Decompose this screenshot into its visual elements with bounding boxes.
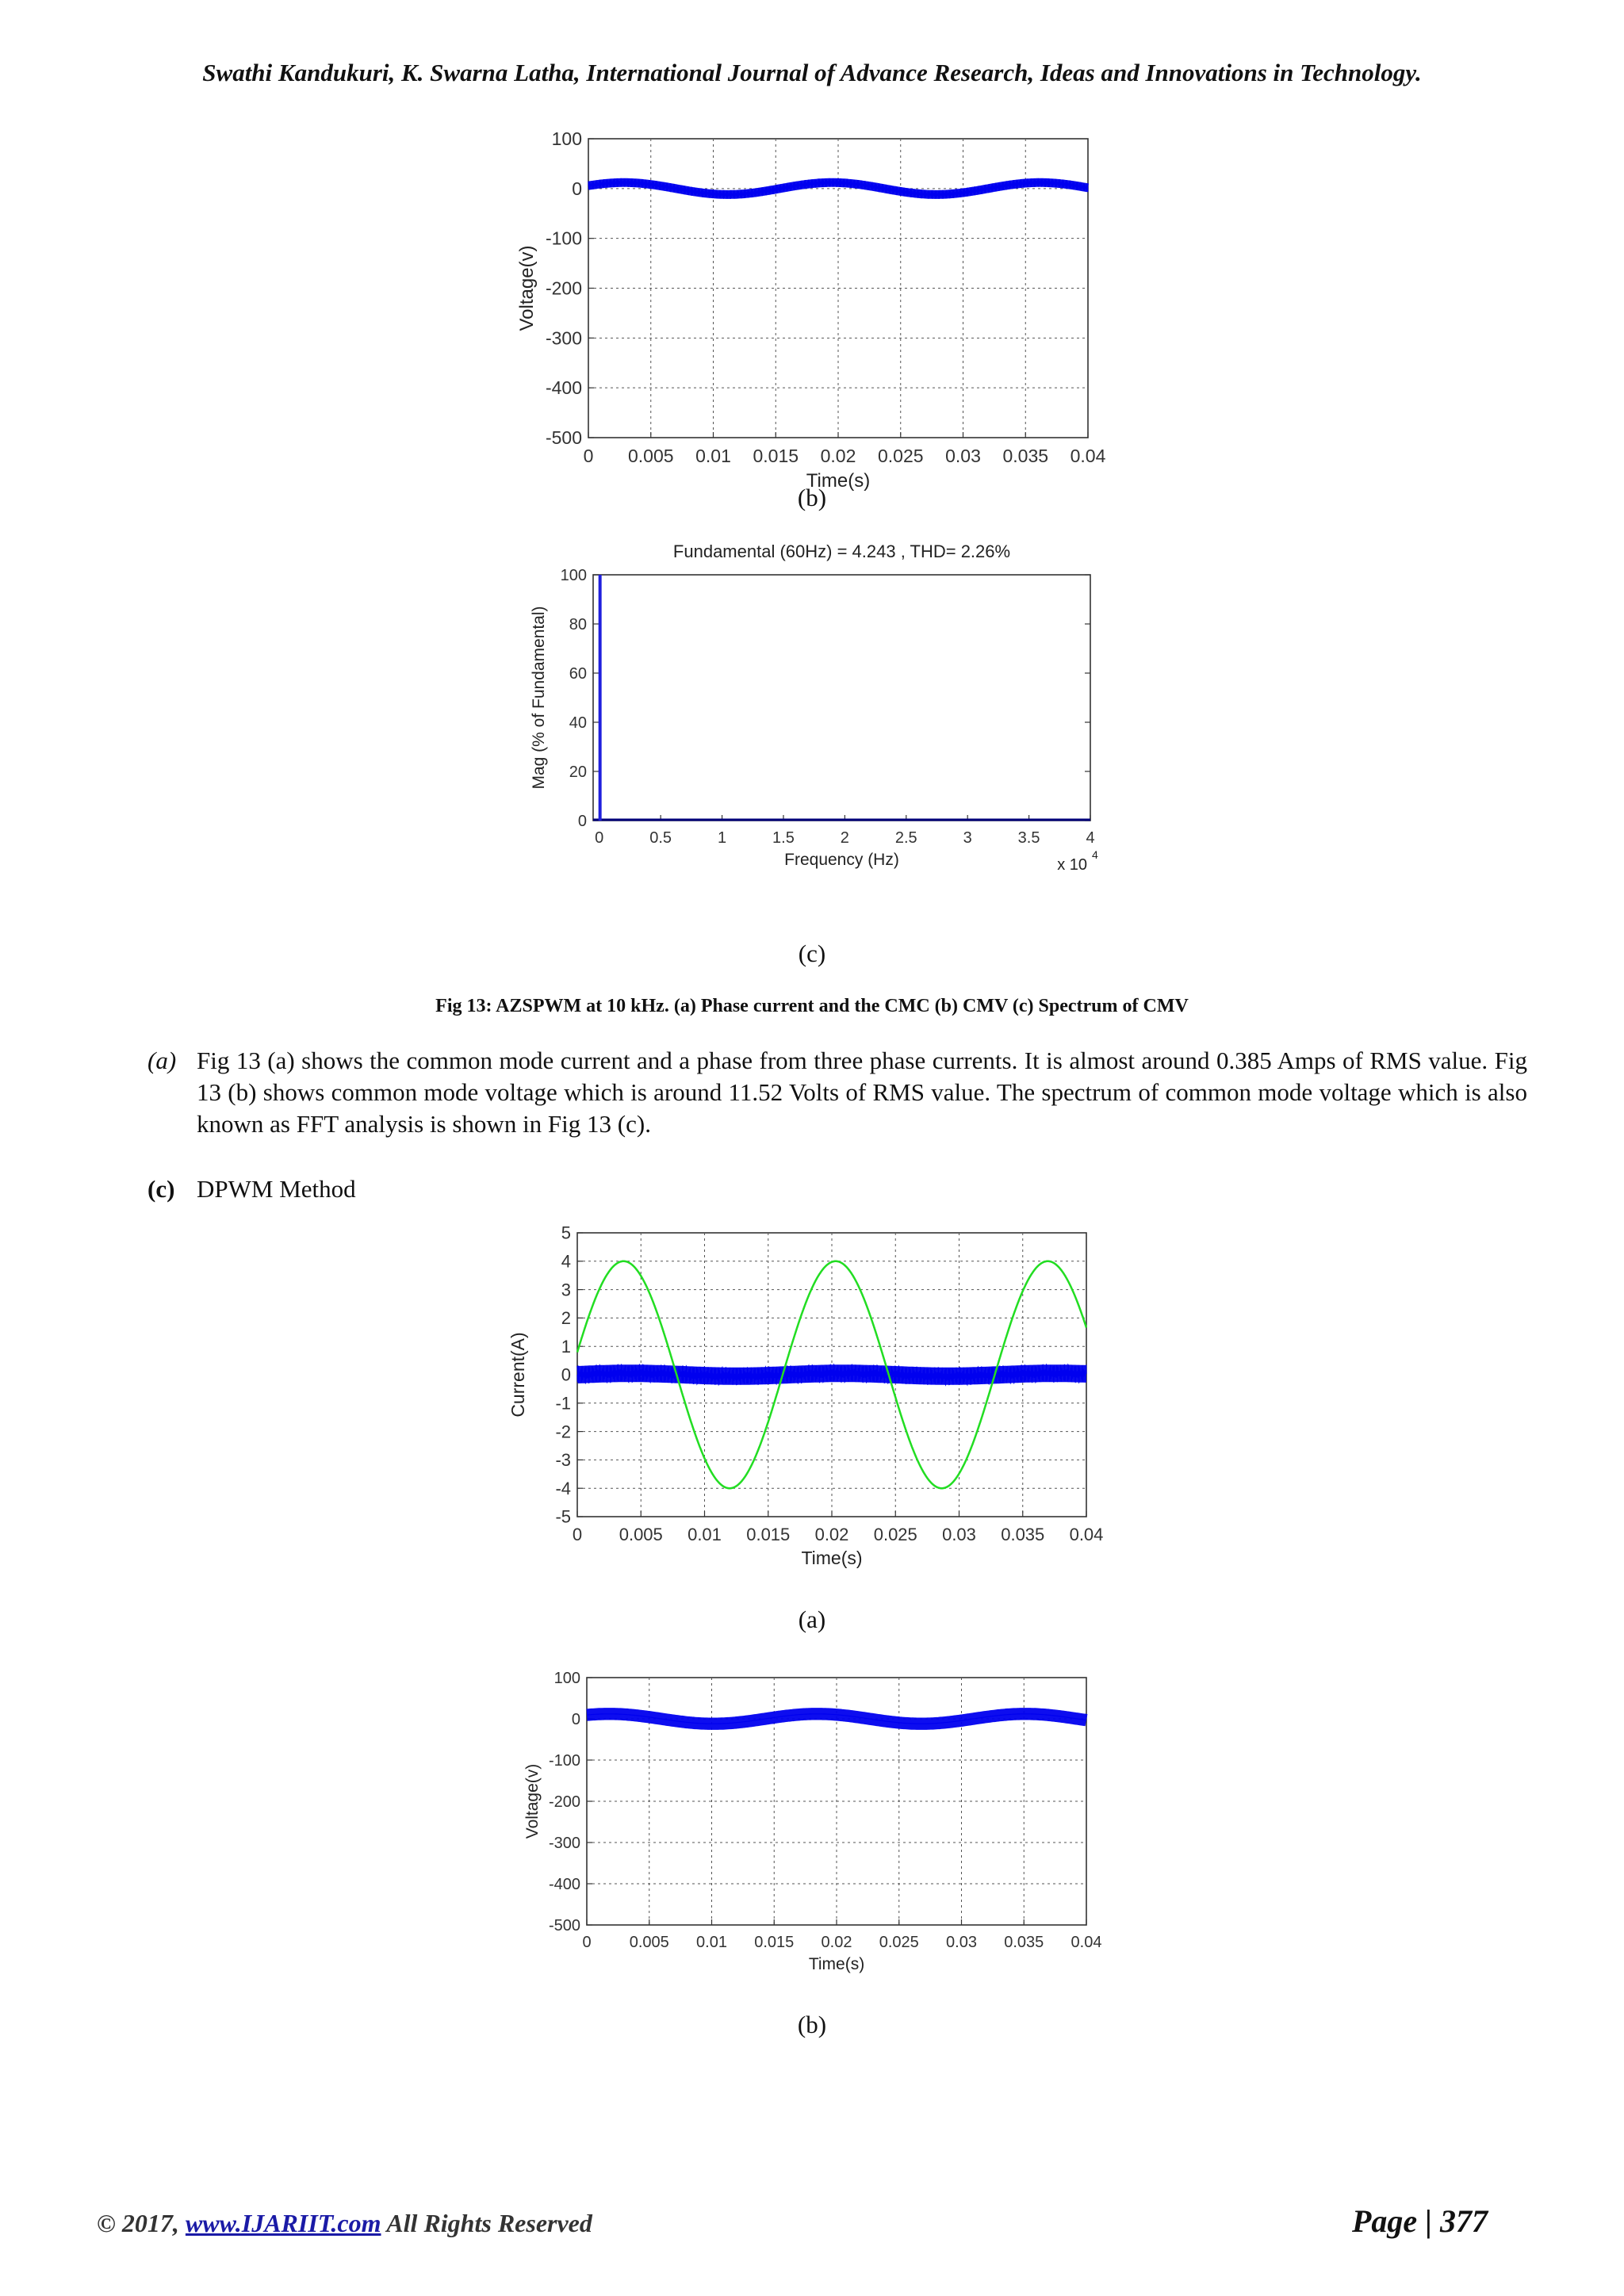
x-axis-label: Frequency (Hz): [784, 851, 899, 869]
section-heading: [147, 1175, 356, 1203]
x-tick-label: 4: [1086, 829, 1095, 847]
y-tick-label: -400: [548, 1876, 580, 1893]
x-tick-label: 0.03: [946, 1934, 977, 1951]
x-tick-label: 0.005: [629, 1934, 669, 1951]
y-tick-label: 3: [561, 1280, 571, 1300]
y-tick-label: -500: [548, 1917, 580, 1934]
x-tick-label: 0.035: [1001, 1525, 1045, 1544]
x-tick-label: 0.015: [754, 1934, 795, 1951]
x-tick-label: 0.01: [696, 1934, 727, 1951]
chart-svg: [520, 1670, 1102, 1988]
cmv-spectrum-chart: [510, 527, 1097, 909]
x-tick-label: 0.025: [877, 446, 924, 466]
x-tick-label: 0.015: [753, 446, 799, 466]
x-tick-label: 0.02: [821, 1934, 852, 1951]
x-tick-label: 0.025: [873, 1525, 917, 1544]
x-tick-label: 0.015: [746, 1525, 791, 1544]
body-paragraph: [147, 1045, 1527, 1140]
y-tick-label: 5: [561, 1223, 571, 1243]
x-tick-label: 0.02: [820, 446, 856, 466]
x-tick-label: 0.01: [695, 446, 731, 466]
y-tick-label: 80: [569, 616, 587, 633]
y-tick-label: 4: [561, 1251, 571, 1272]
x-multiplier-exponent: 4: [1092, 848, 1098, 861]
x-axis-label: Time(s): [808, 1955, 865, 1973]
chart-svg: [507, 1223, 1104, 1568]
x-tick-label: 0: [582, 1934, 592, 1951]
x-axis-label: Time(s): [806, 470, 871, 492]
x-axis-label: Time(s): [801, 1548, 863, 1568]
x-tick-label: 0.01: [688, 1525, 722, 1544]
spectrum-bar-0: [599, 575, 602, 821]
x-tick-label: 1.5: [772, 829, 795, 847]
y-axis-label: Current(A): [507, 1332, 528, 1418]
figure-label-b: (b): [797, 484, 827, 511]
figure-label-c: (c): [798, 939, 826, 967]
y-tick-label: 2: [561, 1308, 571, 1329]
x-tick-label: 1: [717, 829, 727, 847]
copyright-suffix: All Rights Reserved: [381, 2209, 592, 2237]
running-header: Swathi Kandukuri, K. Swarna Latha, International Journal of Advance Research, Ideas and Innovations in Technology.: [202, 59, 1422, 86]
y-tick-label: -1: [555, 1393, 571, 1414]
paragraph-tag: (a): [147, 1047, 177, 1074]
y-tick-label: 60: [569, 665, 587, 683]
y-axis-label: Mag (% of Fundamental): [530, 606, 548, 790]
y-axis-label: Voltage(v): [523, 1763, 542, 1839]
y-tick-label: -400: [545, 377, 582, 399]
y-tick-label: -3: [555, 1450, 571, 1471]
y-tick-label: 0: [561, 1364, 571, 1385]
y-tick-label: 100: [553, 1670, 580, 1687]
y-tick-label: 20: [569, 763, 587, 781]
y-tick-label: -2: [555, 1422, 571, 1442]
x-tick-label: 0.04: [1069, 1525, 1104, 1544]
x-tick-label: 0.5: [649, 829, 672, 847]
section-title: DPWM Method: [197, 1175, 356, 1203]
x-tick-label: 0.005: [619, 1525, 663, 1544]
y-tick-label: 0: [577, 813, 587, 830]
y-tick-label: -4: [555, 1478, 571, 1498]
y-tick-label: -500: [545, 427, 582, 449]
x-tick-label: 0.005: [627, 446, 674, 466]
y-tick-label: -200: [548, 1793, 580, 1811]
dpwm-cmv-chart: [520, 1670, 1102, 1988]
chart-svg: [508, 128, 1106, 507]
x-tick-label: 2: [840, 829, 849, 847]
y-tick-label: -100: [548, 1752, 580, 1770]
x-tick-label: 0.03: [942, 1525, 976, 1544]
x-tick-label: 0.035: [1002, 446, 1049, 466]
copyright-footer: [97, 2209, 592, 2238]
cmv-voltage-chart: [508, 128, 1106, 507]
paragraph-text: Fig 13 (a) shows the common mode current and a phase from three phase currents. It is almost around 0.385 Amps of RMS value. Fig 13 (b) shows common mode voltage which is around 11.52 Volts of RMS value. The spectrum of common mode voltage which is also known as FFT analysis is shown in Fig 13 (c).: [197, 1047, 1527, 1138]
y-tick-label: 1: [561, 1336, 571, 1357]
y-tick-label: -100: [545, 228, 582, 249]
x-tick-label: 0: [572, 1525, 583, 1544]
figure-caption: Fig 13: AZSPWM at 10 kHz. (a) Phase current and the CMC (b) CMV (c) Spectrum of CMV: [435, 996, 1189, 1016]
y-tick-label: 100: [551, 128, 582, 150]
y-tick-label: 0: [571, 1711, 580, 1728]
y-tick-label: -300: [545, 327, 582, 349]
phase-current-chart: [507, 1223, 1104, 1568]
series-band-0: [577, 1373, 1086, 1376]
y-tick-label: 0: [572, 178, 582, 199]
x-tick-label: 0: [595, 829, 604, 847]
chart-title: Fundamental (60Hz) = 4.243 , THD= 2.26%: [672, 541, 1011, 561]
x-tick-label: 0.035: [1004, 1934, 1044, 1951]
plot-frame: [593, 575, 1090, 821]
site-link[interactable]: www.IJARIIT.com: [185, 2209, 381, 2237]
x-tick-label: 0.04: [1071, 1934, 1102, 1951]
y-tick-label: -5: [555, 1506, 571, 1527]
x-tick-label: 0.04: [1070, 446, 1106, 466]
y-tick-label: 40: [569, 714, 587, 732]
x-tick-label: 0: [583, 446, 594, 466]
x-multiplier: x 10: [1057, 856, 1087, 874]
page-number: Page | 377: [1352, 2203, 1488, 2239]
figure-label-b2: (b): [797, 2011, 827, 2038]
y-tick-label: -200: [545, 277, 582, 299]
y-tick-label: -300: [548, 1835, 580, 1852]
x-tick-label: 3: [963, 829, 972, 847]
x-tick-label: 3.5: [1017, 829, 1040, 847]
x-tick-label: 0.02: [814, 1525, 849, 1544]
section-tag: (c): [147, 1175, 175, 1203]
x-tick-label: 0.025: [879, 1934, 919, 1951]
x-tick-label: 2.5: [894, 829, 917, 847]
x-tick-label: 0.03: [945, 446, 981, 466]
y-axis-label: Voltage(v): [516, 245, 538, 331]
chart-svg: [510, 527, 1097, 909]
copyright-prefix: © 2017,: [97, 2209, 186, 2237]
figure-label-a: (a): [798, 1605, 826, 1633]
y-tick-label: 100: [560, 567, 587, 584]
